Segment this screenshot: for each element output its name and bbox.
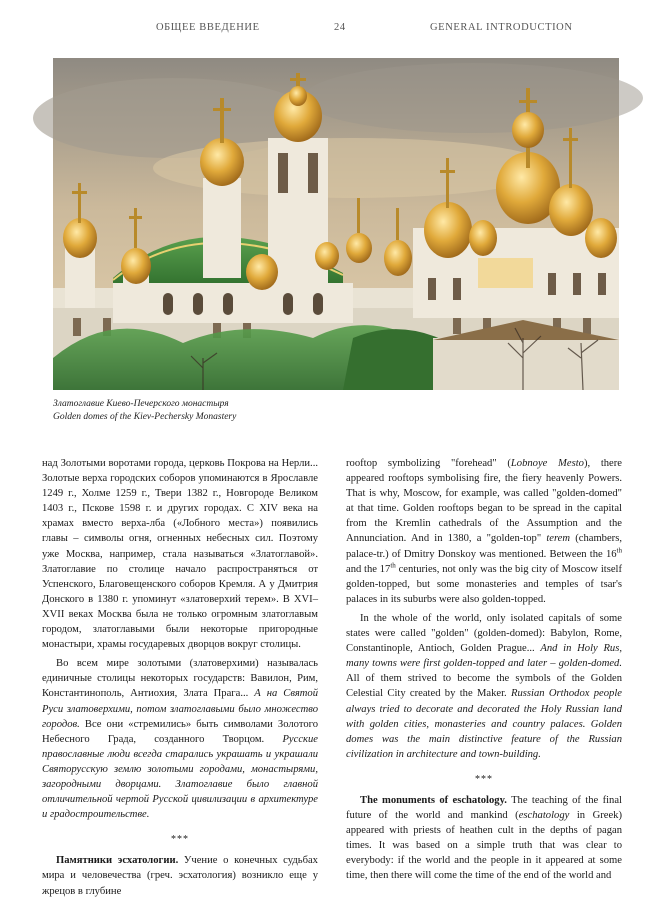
english-text-column: [346, 456, 622, 884]
running-header-russian: ОБЩЕЕ ВВЕДЕНИЕ: [156, 22, 260, 33]
english-paragraph-2: In the whole of the world, only isolated capitals of some states were called "golden" (golden-domed): Babylon, Rome, Constantinople, Antioch, Golden Prague... And in Holy Rus, many towns were first golden-topped and later – golden-domed. All of them strived to become the symbols of the Golden Celestial City created by the Maker. Russian Orthodox people always tried to decorate and decorated the Holy Russian land with golden cities, monasteries and country palaces. Golden domes was the main distinctive feature of the Russian civilization in architecture and town-building.: [346, 612, 622, 760]
russian-paragraph-3: Памятники эсхатологии. Учение о конечных судьбах мира и человечества (греч. эсхатология) возникло еще у жрецов в глубине: [42, 855, 318, 897]
russian-paragraph-2: Во всем мире золотыми (златоверхими) называлась единичные столицы некоторых государств: Вавилон, Рим, Константинополь, Антиохия, Злата Прага... А на Святой Руси златоверхими, потом златоглавыми было множество городов. Все они «стремились» быть символами Золотого Небесного Града, созданного Творцом. Русские православные люди всегда старались украшать и украшали Святорусскую землю золотыми городами, монастырями, загородными дворцами. Златоглавие было главной отличительной чертой Русской цивилизации в архитектуре и градостроительстве.: [42, 658, 318, 821]
english-paragraph-1: rooftop symbolizing "forehead" (Lobnoye Mesto), there appeared rooftops symbolising fire, the fiery heavenly Powers. That is why, Moscow, for example, was called "golden-domed" at that time. Golden rooftops began to be spread in the capital from the Kremlin cathedrals of the Assumption and the Annunciation. And in 1380, a "golden-top" terem (chambers, palace-tr.) of Dmitry Donskoy was mentioned. Between the 16th and the 17th centuries, not only was the big city of Moscow itself golden-topped, but some monasteries and temples of tsar's palaces in its suburbs were also golden-topped.: [346, 458, 622, 605]
running-header-english: GENERAL INTRODUCTION: [430, 22, 573, 33]
section-separator-ru: ***: [171, 834, 189, 846]
photo-caption-russian: Златоглавие Киево-Печерского монастыря: [53, 399, 229, 409]
page-number: 24: [334, 22, 346, 33]
photo-caption-english: Golden domes of the Kiev-Pechersky Monastery: [53, 412, 237, 422]
english-paragraph-3: The monuments of eschatology. The teaching of the final future of the world and mankind (eschatology in Greek) appeared with priests of heathen cult in the depths of pagan times. It was based on a simple truth that was clear to everybody: if the world and the people in it appeared at some time, then there will come the time of the end of the world and: [346, 794, 622, 882]
russian-text-column: [42, 456, 318, 899]
russian-paragraph-1: над Золотыми воротами города, церковь Покрова на Нерли... Золотые верха городских соборов упоминаются в Ярославле 1249 г., Холме 1259 г., Твери 1382 г., Новгороде Великом 1403 г., Пскове 1598 г. и других городах. С XIV века на храмах вместо верха-лба («Лобного места») появились главы – символы огня, огненных небесных сил. Поэтому уже Москва, например, стала называться «Златоглавой». Златоглавие по столице начало распространяться от Успенского, Благовещенского соборов Кремля. А у Дмитрия Донского в 1380 г. упоминут «златоверхий терем». В XVI–XVII веках Москва была не только огромным златоглавым городом, златоглавыми были некоторые пригородные монастыри, храмы государевых дворцов вокруг столицы.: [42, 458, 318, 651]
section-separator-en: ***: [475, 773, 493, 785]
monastery-photo: [53, 58, 619, 390]
